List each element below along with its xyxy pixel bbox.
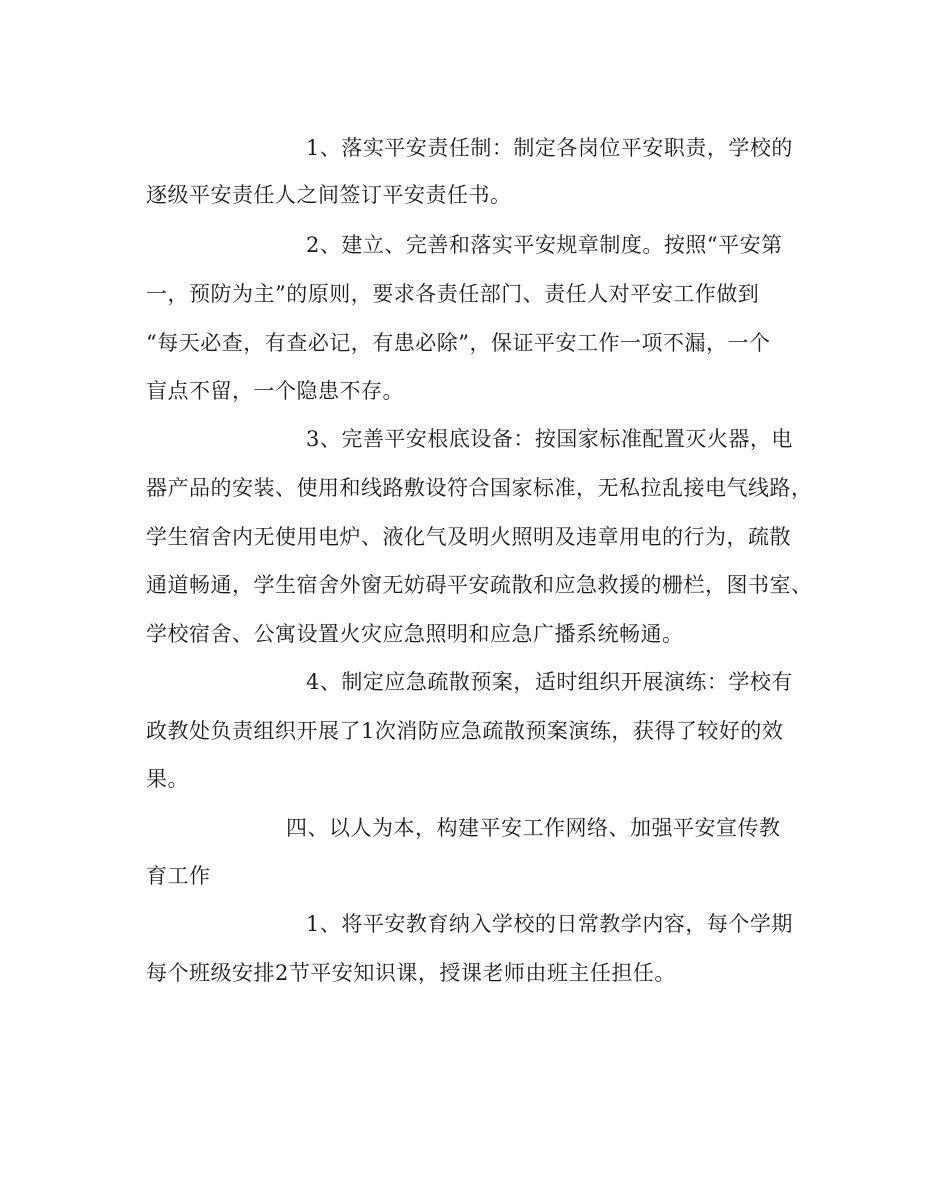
section-heading-line-1: 四、以人为本，构建平安工作网络、加强平安宣传教 (286, 816, 781, 840)
paragraph-3-line-5: 学校宿舍、公寓设置火灾应急照明和应急广播系统畅通。 (146, 622, 684, 646)
paragraph-1-line-2: 逐级平安责任人之间签订平安责任书。 (146, 183, 512, 207)
paragraph-4-line-3: 果。 (146, 767, 189, 791)
paragraph-2-line-4: 盲点不留，一个隐患不存。 (146, 379, 404, 403)
paragraph-3-line-4: 通道畅通，学生宿舍外窗无妨碍平安疏散和应急救援的栅栏，图书室、 (146, 573, 813, 597)
paragraph-4-line-2: 政教处负责组织开展了1次消防应急疏散预案演练，获得了较好的效 (146, 719, 784, 743)
paragraph-3-line-1: 3、完善平安根底设备：按国家标准配置灭火器，电 (306, 427, 793, 451)
section-heading-line-2: 育工作 (146, 864, 211, 888)
paragraph-3-line-2: 器产品的安装、使用和线路敷设符合国家标准，无私拉乱接电气线路， (146, 476, 813, 500)
paragraph-2-line-1: 2、建立、完善和落实平安规章制度。按照“平安第 (306, 233, 783, 257)
paragraph-3-line-3: 学生宿舍内无使用电炉、液化气及明火照明及违章用电的行为，疏散 (146, 525, 791, 549)
paragraph-2-line-2: 一，预防为主”的原则，要求各责任部门、责任人对平安工作做到 (146, 282, 760, 306)
paragraph-5-line-2: 每个班级安排2节平安知识课，授课老师由班主任担任。 (146, 961, 676, 985)
paragraph-1-line-1: 1、落实平安责任制：制定各岗位平安职责，学校的 (306, 136, 793, 160)
paragraph-5-line-1: 1、将平安教育纳入学校的日常教学内容，每个学期 (306, 912, 793, 936)
paragraph-4-line-1: 4、制定应急疏散预案，适时组织开展演练：学校有 (306, 670, 793, 694)
paragraph-2-line-3: “每天必查，有查必记，有患必除”，保证平安工作一项不漏，一个 (146, 331, 771, 355)
